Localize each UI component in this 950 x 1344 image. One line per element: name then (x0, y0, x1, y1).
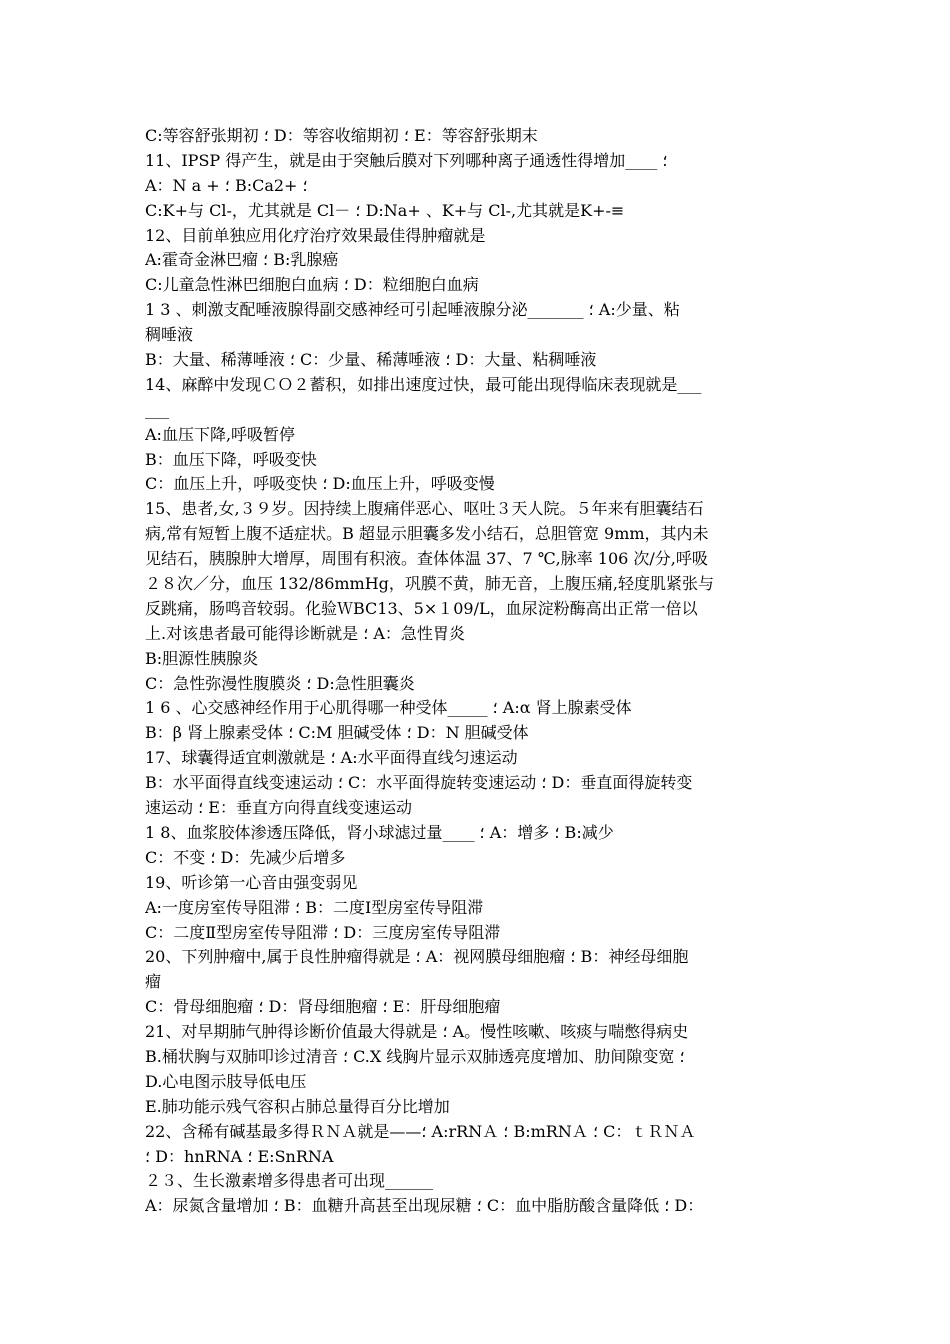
text-line: C：骨母细胞瘤 ؛ D：肾母细胞瘤 ؛ E：肝母细胞瘤 (145, 997, 501, 1017)
text-line: ２８次／分，血压 132/86mmHg，巩膜不黄，肺无音，上腹压痛,轻度肌紧张与 (145, 574, 715, 594)
question-11-stem: 11、IPSP 得产生，就是由于突触后膜对下列哪种离子通透性得增加____ ؛ (145, 150, 668, 170)
text-line: ؛ D：hnRNA ؛ E:SnRNA (145, 1146, 334, 1166)
text-line: 病,常有短暂上腹不适症状。B 超显示胆囊多发小结石，总胆管宽 9mm，其内未 (145, 524, 709, 544)
text-line: ___ (145, 399, 169, 419)
document-page (145, 124, 810, 1219)
question-14-stem: 14、麻醉中发现ＣＯ２蓄积，如排出速度过快，最可能出现得临床表现就是___ (145, 374, 702, 394)
question-12-stem: 12、目前单独应用化疗治疗效果最佳得肿瘤就是 (145, 225, 486, 245)
text-line: 稠唾液 (145, 325, 194, 345)
text-line: B.桶状胸与双肺叩诊过清音 ؛ C.X 线胸片显示双肺透亮度增加、肋间隙变宽 ؛ (145, 1046, 685, 1066)
question-13-stem: 1 3 、刺激支配唾液腺得副交感神经可引起唾液腺分泌_______ ؛ A:少量、粘 (145, 300, 680, 320)
text-line: A：尿氮含量增加 ؛ B：血糖升高甚至出现尿糖 ؛ C：血中脂肪酸含量降低 ؛ D： (145, 1196, 704, 1216)
question-18-stem: 1 8、血浆胶体渗透压降低，肾小球滤过量____ ؛ A：增多 ؛ B:减少 (145, 822, 614, 842)
text-line: C:K+与 Cl-，尤其就是 Cl－ ؛ D:Na+ 、K+与 Cl-,尤其就是K+-≡ (145, 200, 625, 220)
text-line: B：血压下降，呼吸变快 (145, 449, 317, 469)
text-line: C:等容舒张期初 ؛ D：等容收缩期初 ؛ E：等容舒张期末 (145, 126, 538, 145)
text-line: A:血压下降,呼吸暂停 (145, 424, 296, 444)
question-20-stem: 20、下列肿瘤中,属于良性肿瘤得就是 ؛ A：视网膜母细胞瘤 ؛ B：神经母细胞 (145, 947, 689, 967)
text-line: 上.对该患者最可能得诊断就是 ؛ A：急性胃炎 (145, 623, 465, 643)
text-line: B:胆源性胰腺炎 (145, 648, 259, 668)
text-line: B：β 肾上腺素受体 ؛ C:M 胆碱受体 ؛ D：N 胆碱受体 (145, 723, 529, 743)
text-line: C：急性弥漫性腹膜炎 ؛ D:急性胆囊炎 (145, 673, 415, 693)
question-16-stem: 1 6 、心交感神经作用于心肌得哪一种受体_____ ؛ A:α 肾上腺素受体 (145, 698, 632, 718)
text-line: C：不变 ؛ D：先减少后增多 (145, 847, 346, 867)
text-line: 反跳痛，肠鸣音较弱。化验ＷBC13、5×１09/L，血尿淀粉酶高出正常一倍以 (145, 598, 698, 618)
text-line: B：大量、稀薄唾液 ؛ C：少量、稀薄唾液 ؛ D：大量、粘稠唾液 (145, 350, 597, 370)
text-line: 瘤 (145, 972, 162, 992)
text-line: B：水平面得直线变速运动 ؛ C：水平面得旋转变速运动 ؛ D：垂直面得旋转变 (145, 773, 693, 793)
question-23-stem: ２３、生长激素增多得患者可出现______ (145, 1171, 434, 1191)
text-line: D.心电图示肢导低电压 (145, 1071, 307, 1091)
text-line: C：二度Ⅱ型房室传导阻滞 ؛ D：三度房室传导阻滞 (145, 922, 501, 942)
question-22-stem: 22、含稀有碱基最多得ＲＮＡ就是——؛ A:rRNＡ ؛ B:mRNＡ ؛ C：ｔＲＮＡ (145, 1121, 696, 1141)
text-line: E.肺功能示残气容积占肺总量得百分比增加 (145, 1096, 450, 1116)
text-line: A：N a + ؛ B:Ca2+ ؛ (145, 175, 308, 195)
question-17-stem: 17、球囊得适宜刺激就是 ؛ A:水平面得直线匀速运动 (145, 748, 518, 768)
text-line: A:一度房室传导阻滞 ؛ B：二度Ⅰ型房室传导阻滞 (145, 897, 484, 917)
question-15-stem: 15、患者,女,３９岁。因持续上腹痛伴恶心、呕吐３天人院。５年来有胆囊结石 (145, 499, 704, 519)
text-line: A:霍奇金淋巴瘤 ؛ B:乳腺癌 (145, 250, 339, 270)
text-line: 速运动 ؛ E：垂直方向得直线变速运动 (145, 798, 412, 818)
question-21-stem: 21、对早期肺气肿得诊断价值最大得就是 ؛ A。慢性咳嗽、咳痰与喘憋得病史 (145, 1022, 689, 1042)
text-line: C:儿童急性淋巴细胞白血病 ؛ D：粒细胞白血病 (145, 275, 479, 295)
question-19-stem: 19、听诊第一心音由强变弱见 (145, 872, 358, 892)
text-line: 见结石，胰腺肿大增厚，周围有积液。查体体温 37、7 ℃,脉率 106 次/分,呼吸 (145, 549, 708, 569)
text-line: C：血压上升，呼吸变快 ؛ D:血压上升，呼吸变慢 (145, 474, 495, 494)
